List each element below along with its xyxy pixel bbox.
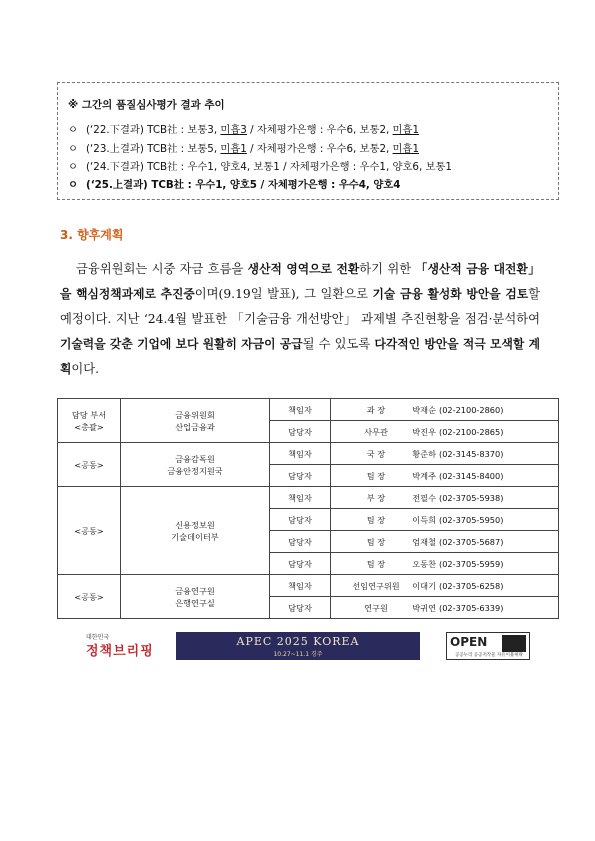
para-bold: 생산적 영역으로 전환 (247, 262, 360, 276)
korea-policy-briefing-logo-small: 대한민국 (86, 634, 110, 641)
role-cell: 담당자 (270, 531, 331, 553)
dept-label: <공동> (74, 591, 104, 602)
open-license-text: 공공누리 공공저작물 자유이용허락 (454, 653, 524, 658)
role-cell: 책임자 (270, 575, 331, 597)
review-line-text: (‘22.下결과) TCB社 : 보통3, (86, 124, 221, 136)
person-name: 박귀연 (412, 602, 436, 613)
review-history-box (57, 82, 559, 200)
dept-label: <공동> (74, 459, 104, 470)
person-title: 부 장 (366, 492, 386, 503)
bullet: ㅇ (68, 179, 78, 191)
para-text: 금융위원회는 시중 자금 흐름을 (76, 262, 248, 276)
table-row (58, 487, 559, 509)
role-cell: 담당자 (270, 421, 331, 443)
plan-paragraph (60, 257, 540, 382)
korea-policy-briefing-logo: 정책브리핑 (86, 644, 154, 659)
apec-title: APEC 2025 KOREA (236, 635, 360, 648)
person-cell (331, 421, 559, 443)
person-phone: (02-3705-5687) (439, 536, 504, 547)
dept-cell (58, 399, 121, 443)
org-label: 금융연구원 (175, 585, 215, 596)
dept-label: <공동> (74, 525, 104, 536)
table-row (58, 575, 559, 597)
person-cell (331, 443, 559, 465)
bullet: ㅇ (68, 143, 78, 155)
table-row (58, 399, 559, 421)
person-name: 이득희 (412, 514, 436, 525)
review-line-text: (‘23.上결과) TCB社 : 보통5, (86, 143, 221, 155)
para-text: 하기 위한 (359, 262, 416, 276)
para-text: 이다. (71, 362, 100, 376)
person-phone: (02-2100-2860) (439, 404, 504, 415)
person-phone: (02-2100-2865) (439, 426, 504, 437)
review-line-4 (68, 176, 400, 191)
org-label: 은행연구실 (175, 597, 215, 608)
review-line-1 (68, 121, 419, 136)
role-cell: 책임자 (270, 399, 331, 421)
para-text: 할 예정이다. 지난 ‘24.4월 발표한 「기술금융 개선방안」 과제별 추진현황을 점검·분석하여 (60, 287, 540, 326)
person-name: 황준하 (412, 448, 436, 459)
org-label: 금융안정지원국 (167, 465, 223, 476)
review-line-text: (‘24.下결과) TCB社 : 우수1, 양호4, 보통1 / 자체평가은행 : 우수1, 양호6, 보통1 (86, 161, 452, 173)
person-title: 팀 장 (366, 514, 386, 525)
org-cell (121, 487, 270, 575)
review-line-text: / 자체평가은행 : 우수6, 보통2, (246, 124, 393, 136)
person-title: 팀 장 (366, 536, 386, 547)
review-line-3 (68, 158, 452, 173)
org-cell (121, 399, 270, 443)
underlined-grade: 미흡1 (220, 143, 247, 155)
person-title: 연구원 (364, 602, 388, 613)
org-cell (121, 443, 270, 487)
person-name: 이대기 (412, 580, 436, 591)
bullet: ㅇ (68, 161, 78, 173)
person-phone: (02-3145-8400) (439, 470, 504, 481)
person-phone: (02-3705-6339) (439, 602, 504, 613)
table-row (58, 443, 559, 465)
underlined-grade: 미흡1 (392, 124, 419, 136)
person-cell (331, 575, 559, 597)
role-cell: 담당자 (270, 509, 331, 531)
role-cell: 책임자 (270, 443, 331, 465)
para-bold: 「생산적 금융 대전환」을 핵심정책과제로 추진중 (60, 262, 540, 301)
dept-cell (58, 443, 121, 487)
person-title: 과 장 (366, 404, 386, 415)
person-name: 박진우 (412, 426, 436, 437)
person-cell (331, 597, 559, 619)
person-name: 전필수 (412, 492, 436, 503)
role-cell: 책임자 (270, 487, 331, 509)
person-phone: (02-3145-8370) (439, 448, 504, 459)
apec-banner (176, 632, 420, 660)
person-phone: (02-3705-6258) (439, 580, 504, 591)
role-cell: 담당자 (270, 465, 331, 487)
review-box-title: ※ 그간의 품질심사평가 결과 추이 (68, 99, 225, 111)
underlined-grade: 미흡1 (392, 143, 419, 155)
contacts-table (57, 398, 559, 619)
para-bold: 기술력을 갖춘 기업에 보다 원활히 자금이 공급 (60, 337, 303, 351)
para-text: 될 수 있도록 (302, 337, 375, 351)
person-cell (331, 531, 559, 553)
review-line-text: / 자체평가은행 : 우수6, 보통2, (246, 143, 393, 155)
person-title: 국 장 (366, 448, 386, 459)
para-bold: 다각적인 방안을 적극 모색할 계획 (60, 337, 540, 376)
org-label: 금융위원회 (175, 409, 215, 420)
person-cell (331, 399, 559, 421)
bullet: ㅇ (68, 124, 78, 136)
role-cell: 담당자 (270, 597, 331, 619)
person-title: 사무관 (364, 426, 388, 437)
person-phone: (02-3705-5959) (439, 558, 504, 569)
para-bold: 기술 금융 활성화 방안을 검토 (372, 287, 529, 301)
person-title: 선임연구위원 (352, 580, 400, 591)
review-line-text: (‘25.上결과) TCB社 : 우수1, 양호5 / 자체평가은행 : 우수4, 양호4 (86, 179, 401, 191)
dept-cell (58, 575, 121, 619)
person-cell (331, 465, 559, 487)
person-name: 엄재철 (412, 536, 436, 547)
section-title: 3. 향후계획 (60, 228, 124, 242)
underlined-grade: 미흡3 (220, 124, 247, 136)
dept-label: <총괄> (74, 421, 104, 432)
org-label: 산업금융과 (175, 421, 215, 432)
person-name: 박재순 (412, 404, 436, 415)
dept-cell (58, 487, 121, 575)
person-name: 박계주 (412, 470, 436, 481)
role-cell: 담당자 (270, 553, 331, 575)
person-title: 팀 장 (366, 558, 386, 569)
apec-dates: 10.27~11.1 경주 (273, 651, 323, 658)
person-cell (331, 553, 559, 575)
dept-label: 담당 부서 (71, 409, 107, 420)
para-text: 이며(9.19일 발표), 그 일환으로 (194, 287, 373, 301)
org-label: 신용정보원 (175, 519, 215, 530)
person-cell (331, 487, 559, 509)
org-cell (121, 575, 270, 619)
license-type-icon (502, 635, 526, 652)
review-line-2 (68, 140, 419, 155)
org-label: 기술데이터부 (171, 531, 219, 542)
person-cell (331, 509, 559, 531)
person-name: 오동찬 (412, 558, 436, 569)
org-label: 금융감독원 (175, 453, 215, 464)
person-phone: (02-3705-5938) (439, 492, 504, 503)
open-license-badge (446, 632, 530, 660)
open-logo-text: OPEN (450, 635, 488, 649)
person-title: 팀 장 (366, 470, 386, 481)
person-phone: (02-3705-5950) (439, 514, 504, 525)
